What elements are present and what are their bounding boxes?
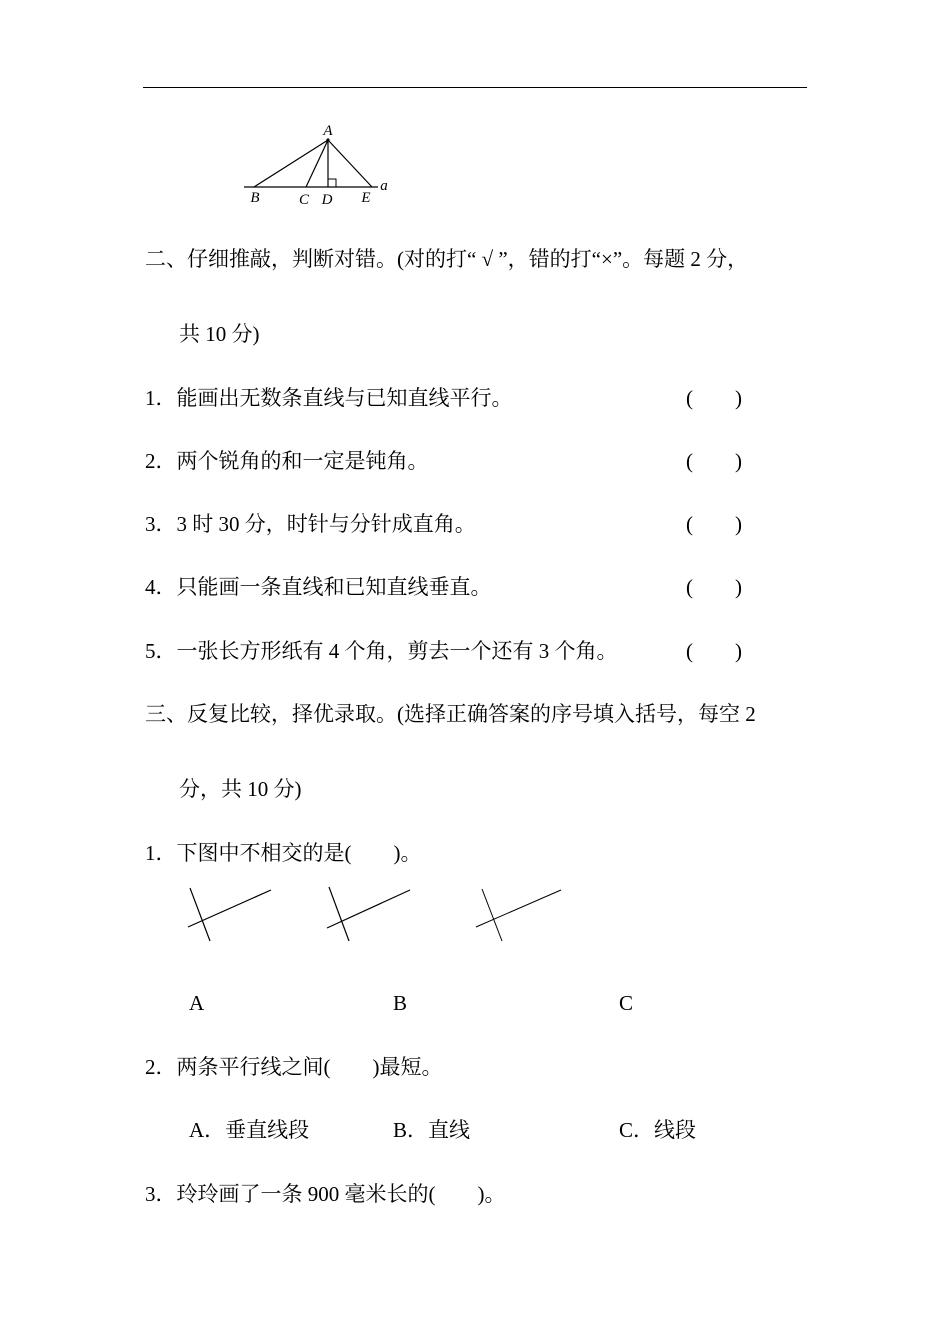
judgement-question-5: 5．一张长方形纸有 4 个角，剪去一个还有 3 个角。	[145, 639, 618, 663]
figure-option-b	[324, 884, 416, 946]
label-B: B	[250, 190, 260, 206]
judgement-question-1: 1．能画出无数条直线与已知直线平行。	[145, 386, 513, 410]
figure-a-short-line	[190, 888, 210, 941]
figure-option-a	[184, 884, 276, 946]
figure-option-c	[472, 884, 567, 946]
label-D: D	[321, 192, 333, 208]
q1-option-b-label[interactable]: B	[393, 991, 408, 1015]
label-A: A	[323, 123, 333, 139]
section3-heading-line2: 分，共 10 分)	[179, 777, 302, 801]
choice-question-2: 2．两条平行线之间( )最短。	[145, 1055, 443, 1079]
figure-c-long-line	[476, 890, 561, 927]
q1-option-a-label[interactable]: A	[189, 991, 205, 1015]
label-C: C	[298, 192, 310, 208]
q1-option-c-label[interactable]: C	[619, 991, 634, 1015]
section3-heading-line1: 三、反复比较，择优录取。(选择正确答案的序号填入括号，每空 2	[145, 702, 756, 726]
triangle-figure	[240, 118, 400, 210]
figure-b-short-line	[329, 887, 349, 941]
judgement-question-4: 4．只能画一条直线和已知直线垂直。	[145, 575, 492, 599]
answer-blank-4[interactable]: ( )	[686, 575, 742, 599]
right-angle-mark	[328, 179, 336, 187]
q2-option-a[interactable]: A．垂直线段	[189, 1118, 310, 1142]
figure-a-long-line	[188, 890, 271, 927]
label-line-a: a	[380, 178, 388, 194]
answer-blank-3[interactable]: ( )	[686, 512, 742, 536]
answer-blank-1[interactable]: ( )	[686, 386, 742, 410]
label-E: E	[361, 190, 371, 206]
section2-heading-line2: 共 10 分)	[179, 322, 260, 346]
figure-c-short-line	[482, 889, 502, 941]
answer-blank-2[interactable]: ( )	[686, 449, 742, 473]
top-rule	[143, 87, 807, 88]
segment-AE	[328, 140, 372, 187]
choice-question-1: 1．下图中不相交的是( )。	[145, 841, 422, 865]
choice-question-3: 3．玲玲画了一条 900 毫米长的( )。	[145, 1182, 506, 1206]
judgement-question-3: 3．3 时 30 分，时针与分针成直角。	[145, 512, 476, 536]
figure-b-long-line	[327, 890, 410, 928]
q2-option-b[interactable]: B．直线	[393, 1118, 471, 1142]
answer-blank-5[interactable]: ( )	[686, 639, 742, 663]
judgement-question-2: 2．两个锐角的和一定是钝角。	[145, 449, 429, 473]
q2-option-c[interactable]: C．线段	[619, 1118, 697, 1142]
section2-heading-line1: 二、仔细推敲，判断对错。(对的打“ √ ”，错的打“×”。每题 2 分，	[145, 247, 749, 271]
